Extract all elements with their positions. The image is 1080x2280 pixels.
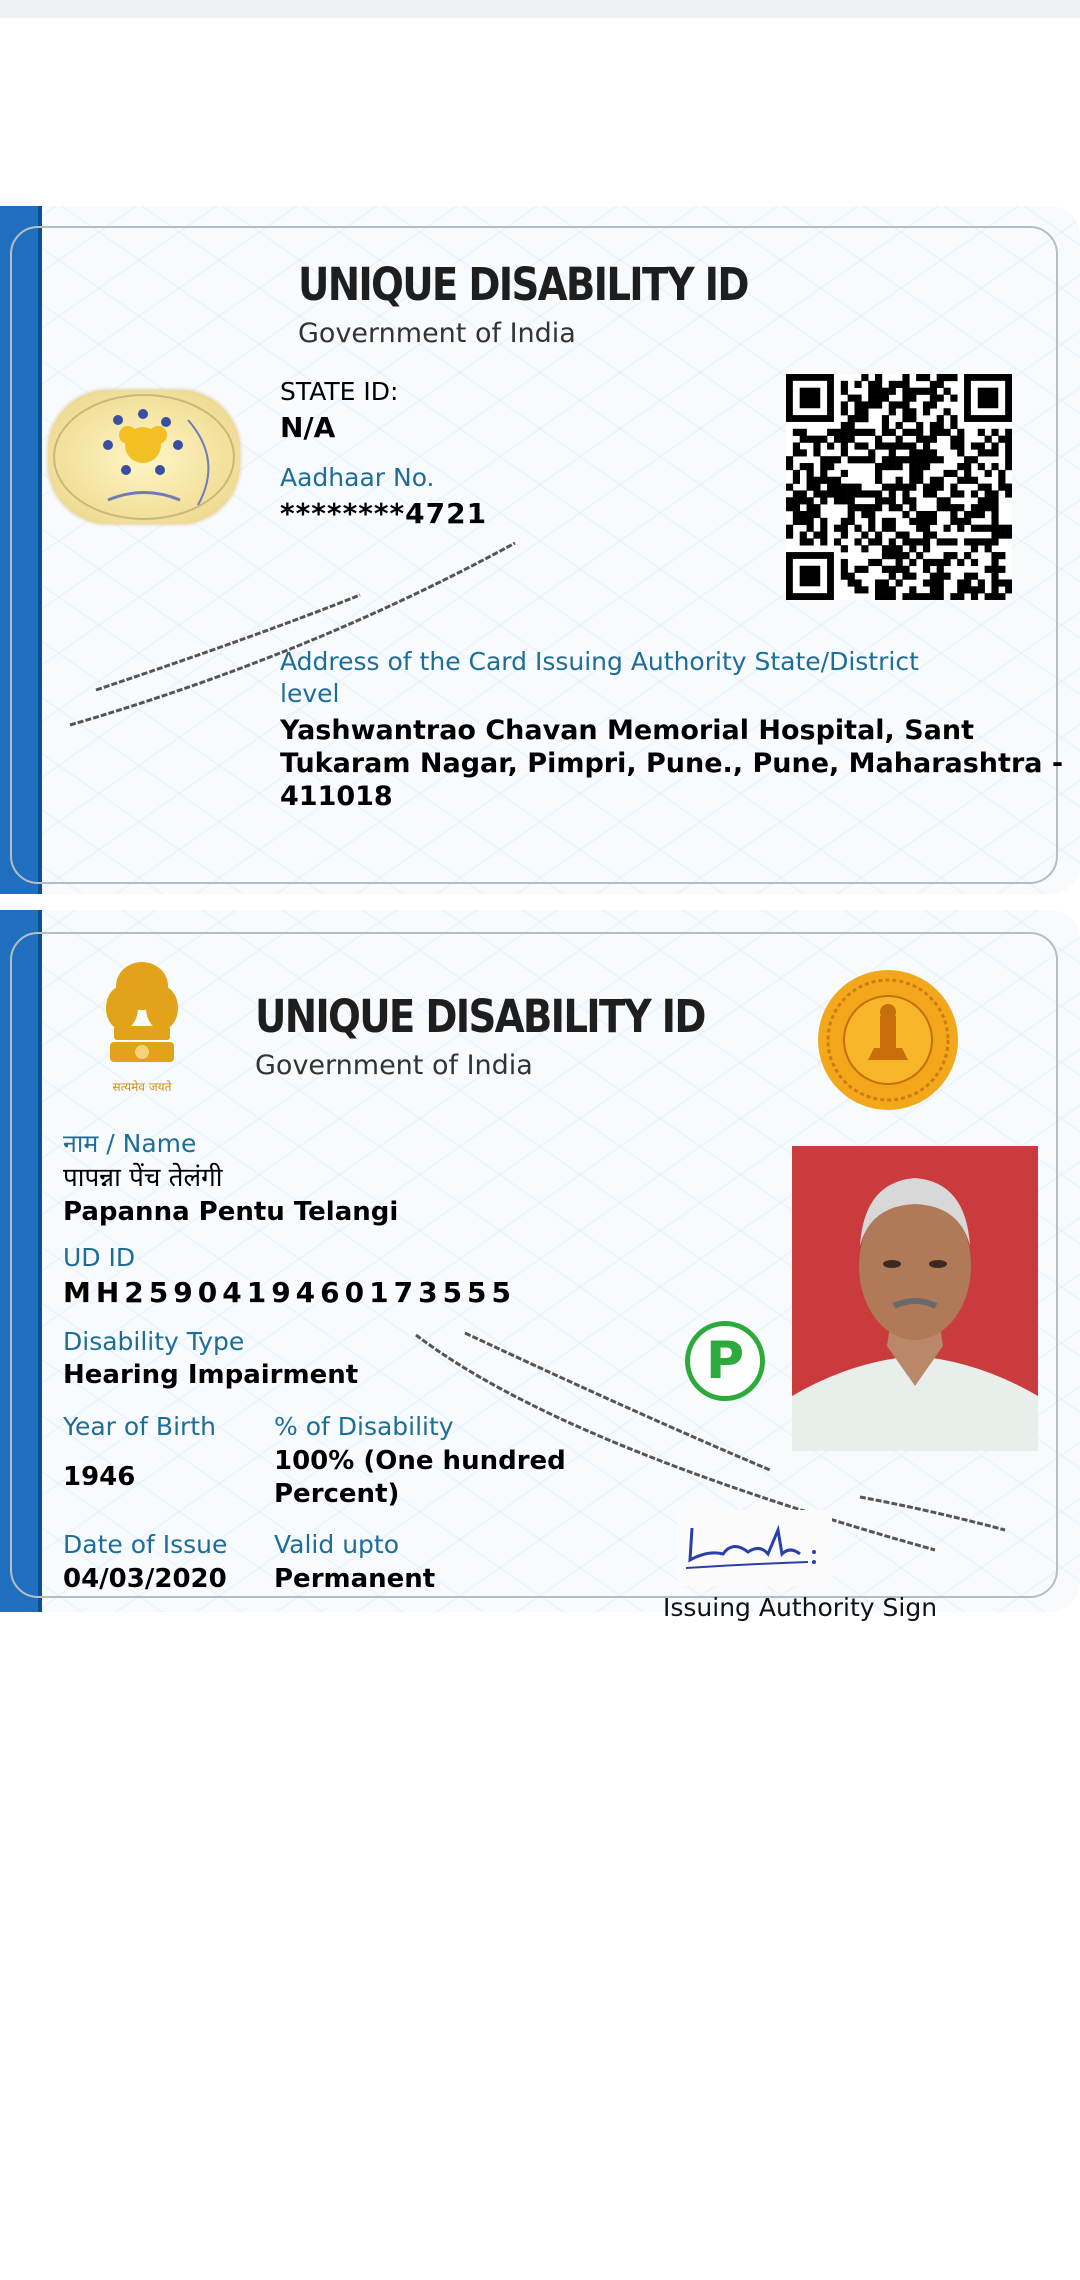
disability-type-label: Disability Type (63, 1327, 245, 1356)
issue-date-label: Date of Issue (63, 1530, 228, 1559)
name-value: Papanna Pentu Telangi (63, 1197, 399, 1227)
yob-value: 1946 (63, 1462, 136, 1492)
issuing-authority-caption: Issuing Authority Sign (663, 1593, 938, 1622)
ashoka-emblem-icon (96, 958, 188, 1098)
disability-type-value: Hearing Impairment (63, 1360, 359, 1390)
parking-badge-icon: P (685, 1321, 765, 1401)
holder-photo (792, 1146, 1038, 1451)
card-side-stripe (0, 910, 42, 1612)
address-label-line2: level (280, 679, 340, 708)
state-id-label: STATE ID: (280, 377, 399, 406)
valid-upto-label: Valid upto (274, 1530, 399, 1559)
maharashtra-seal-icon (816, 968, 960, 1112)
name-label: नाम / Name (63, 1129, 197, 1158)
address-value (280, 714, 1063, 813)
name-hindi: पापन्ना पेंच तेलंगी (63, 1163, 223, 1193)
card-subtitle: Government of India (255, 1050, 533, 1081)
state-emblem-icon (48, 390, 240, 524)
ashoka-motto: सत्यमेव जयते (112, 1080, 172, 1094)
udid-value: MH2590419460173555 (63, 1276, 517, 1309)
state-id-value: N/A (280, 411, 336, 444)
card-title: UNIQUE DISABILITY ID (255, 990, 705, 1043)
issue-date-value: 04/03/2020 (63, 1564, 227, 1594)
card-subtitle: Government of India (298, 318, 576, 349)
udid-label: UD ID (63, 1243, 136, 1272)
percent-label: % of Disability (274, 1412, 454, 1441)
aadhaar-label: Aadhaar No. (280, 463, 435, 492)
aadhaar-value: ********4721 (280, 497, 488, 530)
address-label (280, 646, 919, 710)
percent-value-line2: Percent) (274, 1479, 400, 1509)
address-label-line1: Address of the Card Issuing Authority State/District (280, 647, 919, 676)
percent-value-line1: 100% (One hundred (274, 1446, 566, 1476)
address-line: 411018 (280, 781, 393, 812)
address-line: Tukaram Nagar, Pimpri, Pune., Pune, Maharashtra - (280, 748, 1064, 779)
card-side-stripe (0, 206, 42, 894)
card-title: UNIQUE DISABILITY ID (298, 258, 748, 311)
authority-signature (678, 1510, 832, 1586)
address-line: Yashwantrao Chavan Memorial Hospital, Sant (280, 715, 974, 746)
yob-label: Year of Birth (63, 1412, 216, 1441)
qr-code-icon (786, 374, 1012, 600)
valid-upto-value: Permanent (274, 1564, 436, 1594)
top-status-bar (0, 0, 1080, 18)
